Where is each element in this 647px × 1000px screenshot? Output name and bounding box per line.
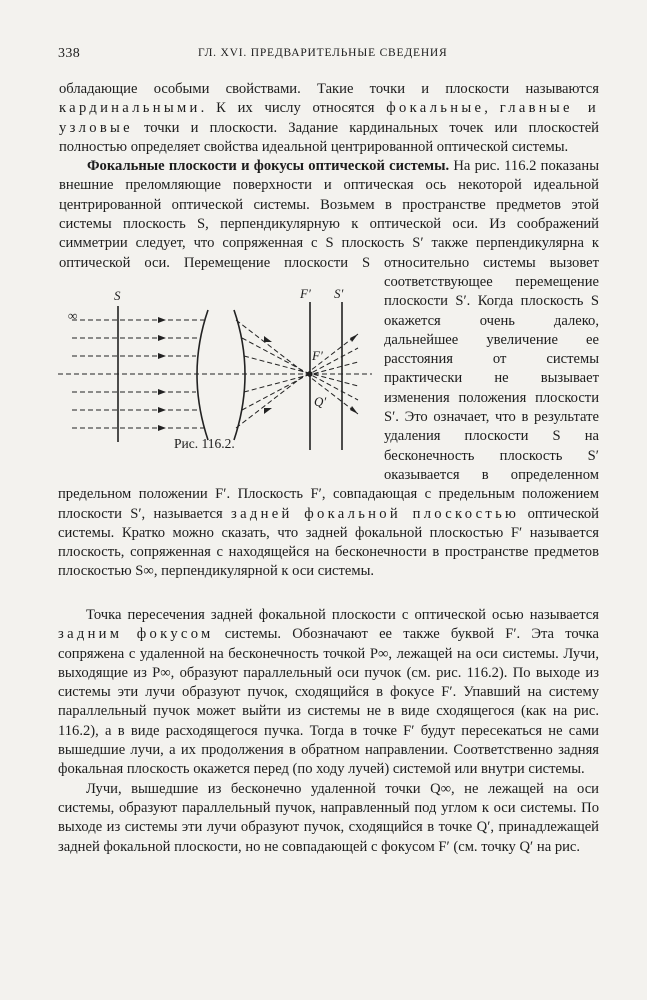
figure-caption: Рис. 116.2.	[174, 436, 235, 451]
spaced-term: узловые	[59, 119, 133, 136]
text-run: . К их числу относятся	[200, 100, 387, 117]
running-head: ГЛ. XVI. ПРЕДВАРИТЕЛЬНЫЕ СВЕДЕНИЯ	[198, 47, 448, 59]
paragraph-3-full	[58, 606, 599, 780]
section-heading: Фокальные плоскости и фокусы оптической системы.	[87, 158, 450, 175]
spaced-term: главные	[499, 100, 573, 117]
figure-116-2	[58, 286, 376, 468]
text-run: системы. Обозначают ее также буквой F′. Эта точка сопряжена с удаленной на бесконечность точкой P∞, лежащей на оси системы. Лучи, выходящие из P∞, образуют параллельный оси пучок (см. рис. 116.2). По выходе из системы эти лучи образуют пучок, сходящийся в фокусе F′. Упавший на систему параллельный пучок может выйти из системы не в виде сходящегося (как на рис. 116.2), а в виде расходящегося пучка. Тогда в точке F′ будут пересекаться не сами вышедшие лучи, а их продолжения в обратном направлении. Соответственно задняя фокальная плоскость окажется перед (по ходу лучей) системой или внутри системы.	[58, 626, 599, 778]
s-prime-label: S′	[334, 286, 344, 301]
spaced-term: задним фокусом	[58, 626, 214, 643]
text-run: ,	[484, 100, 500, 117]
page-header	[58, 46, 598, 64]
page-number: 338	[58, 46, 81, 61]
focus-label: F′	[312, 348, 323, 363]
spaced-term: задней фокальной плоскостью	[231, 505, 520, 522]
spaced-term: и	[572, 100, 600, 117]
text-run: Точка пересечения задней фокальной плоскости с оптической осью называется	[86, 607, 599, 623]
s-label: S	[114, 288, 121, 303]
back-surface	[234, 310, 245, 440]
text-run: обладающие особыми свойствами. Такие точки и плоскости называются	[59, 81, 599, 97]
front-surface	[197, 310, 208, 440]
f-prime-label: F′	[300, 286, 311, 301]
text-run: На рис. 116.2 показаны внешние преломляющие поверхности и оптическая ось некоторой идеальной центрированной оптической системы. Возьмем в пространстве предметов этой системы плоскость S, перпендикулярную к оптической оси. Из соображений симметрии следует, что сопряженная с S плоскость S′ также перпендикулярна к оптической оси. Перемещение плоскости S относительно системы вызовет соответствующее перемещение плоскости S′. Когда плоскость S окажется очень далеко, дальнейшее увеличение ее расстояния от системы практически не вызывает изменения положения плоскости S′. Это означает, что в результате удаления плоскости S на бесконечность плоскость S′ оказывается в определенном предельном положении F′. Плоскость F′, совпадающая с предельным положением плоскости S′, называется	[58, 158, 599, 522]
paragraph-4: Лучи, вышедшие из бесконечно удаленной точки Q∞, не лежащей на оси системы, образуют параллельный пучок, направленный под углом к оси системы. По выходе из системы эти лучи образуют пучок, сходящийся в точке Q′, принадлежащей задней фокальной плоскости, но не совпадающей с фокусом F′ (см. точку Q′ на рис.	[58, 780, 599, 855]
text-run: точки и плоскости. Задание кардинальных точек или плоскостей полностью определяет свойства идеальной центрированной оптической системы.	[59, 119, 599, 155]
paragraph-1	[58, 80, 599, 157]
text-run: оптической системы. Кратко можно сказать, что задней фокальной плоскостью F′ называется плоскость, сопряженная с находящейся на бесконечности в пространстве предметов плоскостью S∞, перпендикулярной к оси системы.	[58, 505, 599, 580]
spaced-term: кардинальными	[59, 100, 201, 117]
infinity-label: ∞	[68, 308, 78, 323]
lower-text	[58, 606, 599, 857]
q-prime-label: Q′	[314, 394, 327, 409]
spaced-term: фокальные	[386, 100, 485, 117]
